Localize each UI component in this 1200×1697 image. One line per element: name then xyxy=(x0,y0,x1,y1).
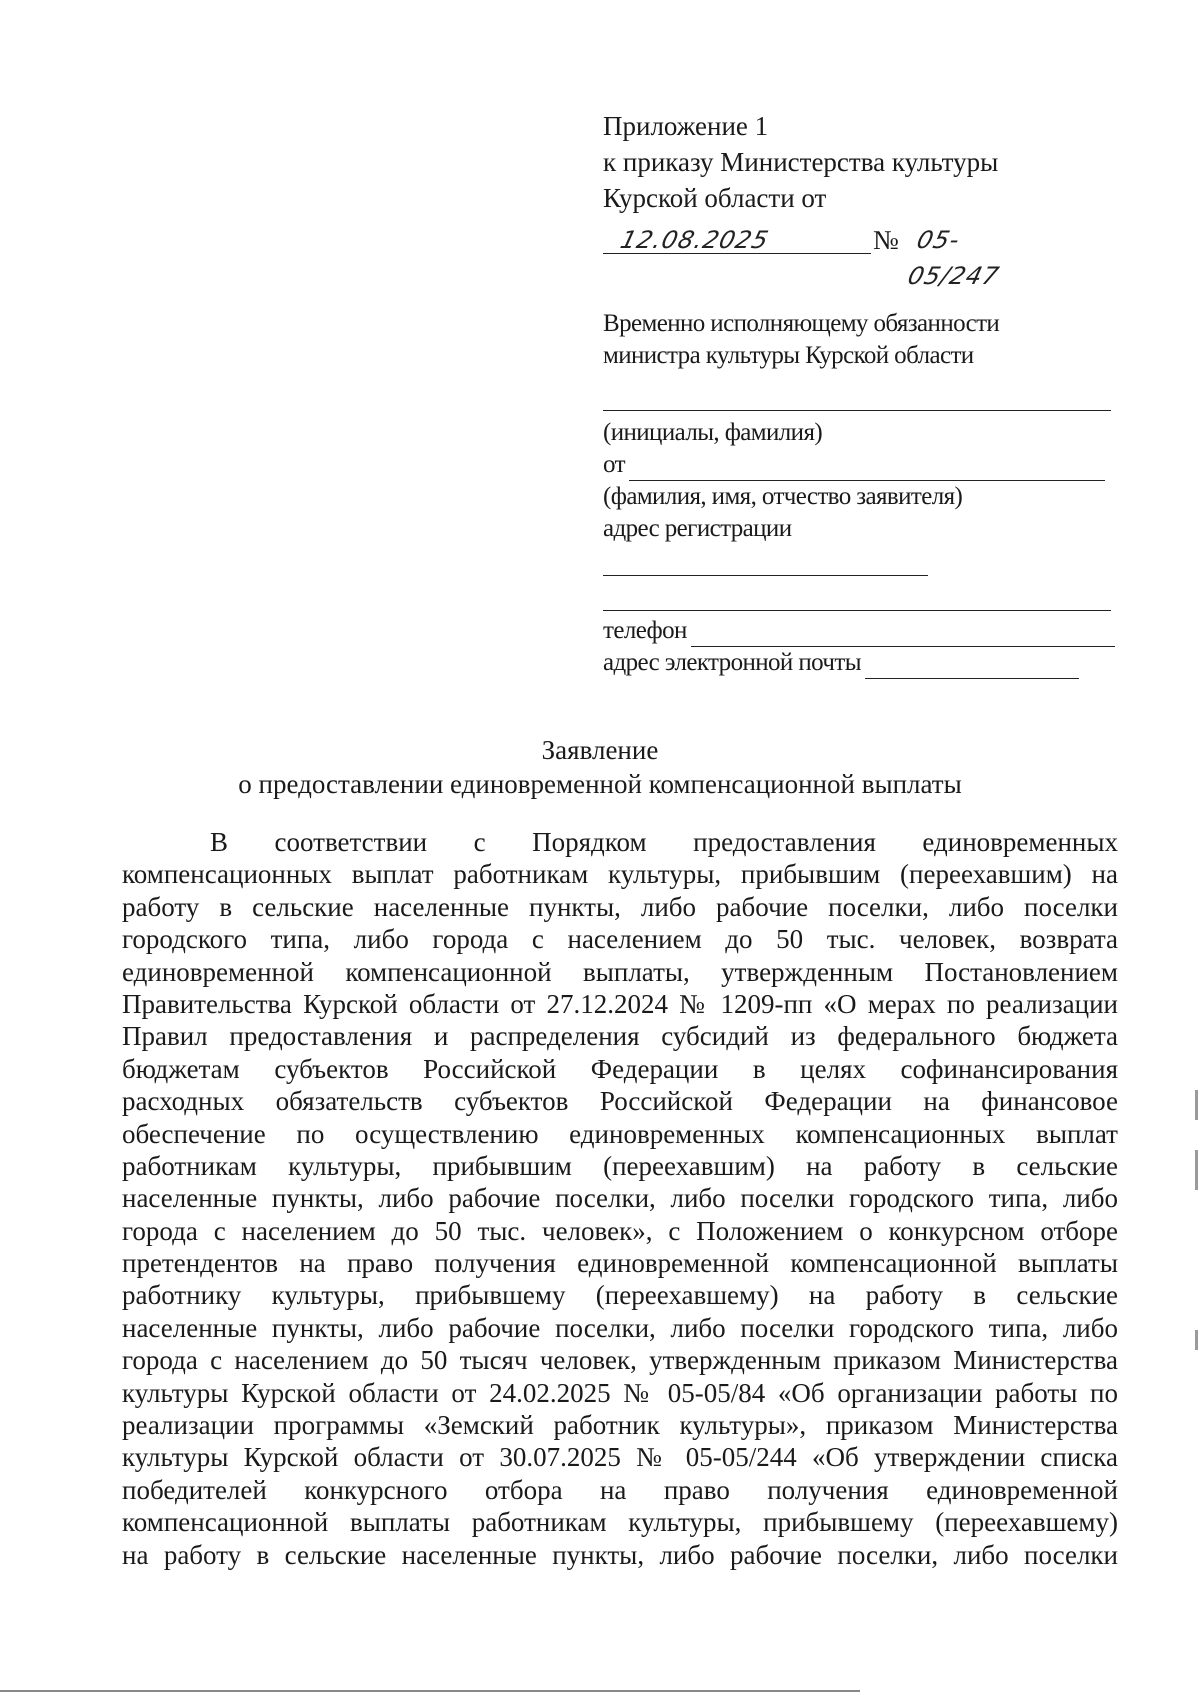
initials-caption: (инициалы, фамилия) xyxy=(603,419,823,446)
body-line: бюджетам субъектов Российской Федерации в целях софинансирования xyxy=(122,1053,1118,1084)
order-number-sign: № xyxy=(873,225,899,255)
from-label: от xyxy=(603,451,625,478)
body-line: Правил предоставления и распределения субсидий из федерального бюджета xyxy=(122,1021,1118,1052)
body-line: работникам культуры, прибывшим (переехавшим) на работу в сельские xyxy=(122,1150,1118,1181)
scan-edge-mark xyxy=(1195,1330,1198,1350)
scan-bottom-rule xyxy=(0,1690,860,1692)
email-blank-line xyxy=(865,656,1079,679)
body-line: города с населением до 50 тысяч человек, утвержденным приказом Министерства xyxy=(122,1345,1118,1376)
addressee-block xyxy=(603,308,1113,679)
body-line: культуры Курской области от 30.07.2025 № 05-05/244 «Об утверждении списка xyxy=(122,1442,1118,1473)
order-date-number-line xyxy=(603,216,1033,290)
body-line: на работу в сельские населенные пункты, либо рабочие поселки, либо поселки xyxy=(122,1539,1118,1570)
from-blank-line xyxy=(629,458,1105,481)
body-line: обеспечение по осуществлению единовременных компенсационных выплат xyxy=(122,1118,1118,1149)
body-line: работу в сельские населенные пункты, либо рабочие поселки, либо поселки xyxy=(122,891,1118,922)
body-line: работнику культуры, прибывшему (переехавшему) на работу в сельские xyxy=(122,1280,1118,1311)
order-number-handwritten: 05-05/247 xyxy=(905,226,1003,290)
body-line: населенные пункты, либо рабочие поселки, либо поселки городского типа, либо xyxy=(122,1183,1118,1214)
body-line: В соответствии с Порядком предоставления единовременных xyxy=(210,827,1118,857)
scan-edge-mark xyxy=(1195,1150,1198,1190)
phone-label: телефон xyxy=(603,617,687,644)
body-line: компенсационной выплаты работникам культуры, прибывшему (переехавшему) xyxy=(122,1507,1118,1538)
email-label: адрес электронной почты xyxy=(603,649,861,676)
scan-edge-mark xyxy=(1195,1090,1198,1120)
addressee-line-1: Временно исполняющему обязанности xyxy=(603,310,1000,337)
email-field xyxy=(603,647,1113,679)
body-line: Правительства Курской области от 27.12.2024 № 1209-пп «О мерах по реализации xyxy=(122,988,1118,1019)
phone-blank-line xyxy=(691,624,1115,647)
body-line: городского типа, либо города с населением до 50 тыс. человек, возврата xyxy=(122,924,1118,955)
body-line: единовременной компенсационной выплаты, утвержденным Постановлением xyxy=(122,956,1118,987)
document-title: Заявление xyxy=(541,735,659,765)
phone-field xyxy=(603,615,1113,647)
appendix-header xyxy=(603,108,1033,290)
from-field xyxy=(603,449,1113,481)
appendix-region: Курской области от xyxy=(603,183,827,213)
body-line: реализации программы «Земский работник культуры», приказом Министерства xyxy=(122,1410,1118,1441)
body-line: города с населением до 50 тыс. человек», с Положением о конкурсном отборе xyxy=(122,1215,1118,1246)
address-label: адрес регистрации xyxy=(603,515,792,542)
appendix-title: Приложение 1 xyxy=(603,111,769,141)
appendix-order-ref: к приказу Министерства культуры xyxy=(603,147,999,177)
body-line: расходных обязательств субъектов Российской Федерации на финансовое xyxy=(122,1086,1118,1117)
order-date-handwritten: 12.08.2025 xyxy=(617,226,772,254)
body-line: компенсационных выплат работникам культуры, прибывшим (переехавшим) на xyxy=(122,859,1118,890)
body-paragraph xyxy=(122,826,1118,1571)
body-line: победителей конкурсного отбора на право получения единовременной xyxy=(122,1474,1118,1505)
body-line: претендентов на право получения единовременной компенсационной выплаты xyxy=(122,1248,1118,1279)
order-date-underline xyxy=(603,253,871,254)
addressee-line-2: министра культуры Курской области xyxy=(603,342,974,369)
document-subtitle: о предоставлении единовременной компенсационной выплаты xyxy=(238,769,962,799)
body-line: культуры Курской области от 24.02.2025 № 05-05/84 «Об организации работы по xyxy=(122,1377,1118,1408)
body-line: населенные пункты, либо рабочие поселки, либо поселки городского типа, либо xyxy=(122,1312,1118,1343)
fio-caption: (фамилия, имя, отчество заявителя) xyxy=(603,483,963,510)
